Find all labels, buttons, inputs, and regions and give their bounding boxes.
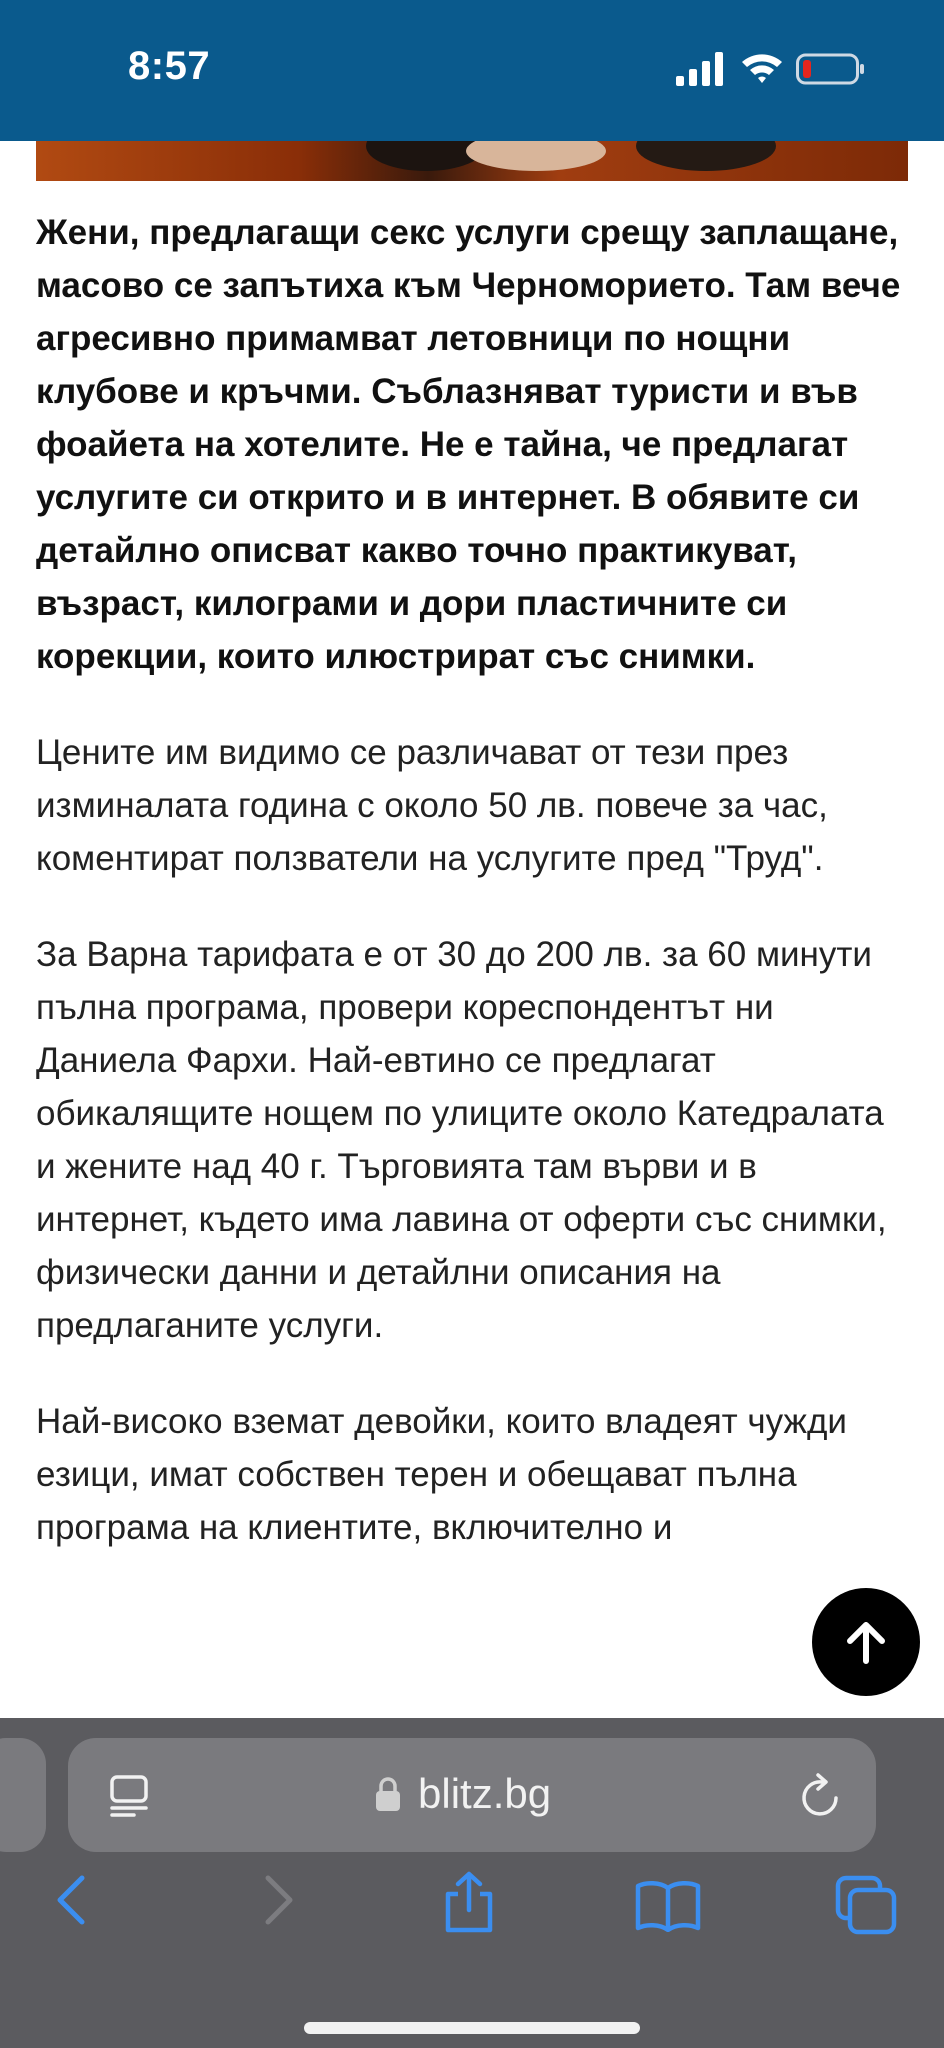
status-time: 8:57 — [128, 44, 211, 88]
share-icon[interactable] — [440, 1870, 498, 1934]
article-body — [36, 206, 908, 1554]
article-paragraph: Цените им видимо се различават от тези през изминалата година с около 50 лв. повече за час, коментират ползватели на услугите пред "Труд". — [36, 733, 828, 878]
article-paragraph: Най-високо вземат девойки, които владеят чужди езици, имат собствен терен и обещават пълна програма на клиентите, включително и — [36, 1402, 847, 1547]
home-indicator[interactable] — [304, 2022, 640, 2034]
bookmarks-icon[interactable] — [634, 1878, 702, 1932]
arrow-up-icon — [841, 1617, 891, 1667]
article-lead: Жени, предлагащи секс услуги срещу заплащане, масово се запътиха към Черноморието. Там вече агресивно примамват летовници по нощни клубове и кръчми. Съблазняват туристи и във фоайета на хотелите. Не е тайна, че предлагат услугите си открито и в интернет. В обявите си детайлно описват какво точно практикуват, възраст, килограми и дори пластичните си корекции, които илюстрират със снимки. — [36, 213, 901, 676]
reload-icon[interactable] — [798, 1772, 844, 1820]
tabs-icon[interactable] — [834, 1874, 898, 1936]
lock-icon — [374, 1776, 402, 1812]
back-chevron-left-icon[interactable] — [50, 1872, 92, 1928]
forward-chevron-right-icon[interactable] — [258, 1872, 300, 1928]
article-paragraph: За Варна тарифата е от 30 до 200 лв. за 60 минути пълна програма, провери кореспондентът ни Даниела Фархи. Най-евтино се предлагат обикалящите нощем по улиците около Катедралата и жените над 40 г. Търговията там върви и в интернет, където има лавина от оферти със снимки, физически данни и детайлни описания на предлаганите услуги. — [36, 935, 887, 1345]
address-bar[interactable] — [68, 1738, 876, 1852]
reader-mode-icon[interactable] — [106, 1774, 152, 1818]
browser-toolbar — [0, 1718, 944, 2048]
article-hero-image — [36, 141, 908, 181]
previous-tab-edge[interactable] — [0, 1738, 46, 1852]
url-text: blitz.bg — [418, 1770, 552, 1817]
scroll-to-top-button[interactable] — [812, 1588, 944, 1696]
